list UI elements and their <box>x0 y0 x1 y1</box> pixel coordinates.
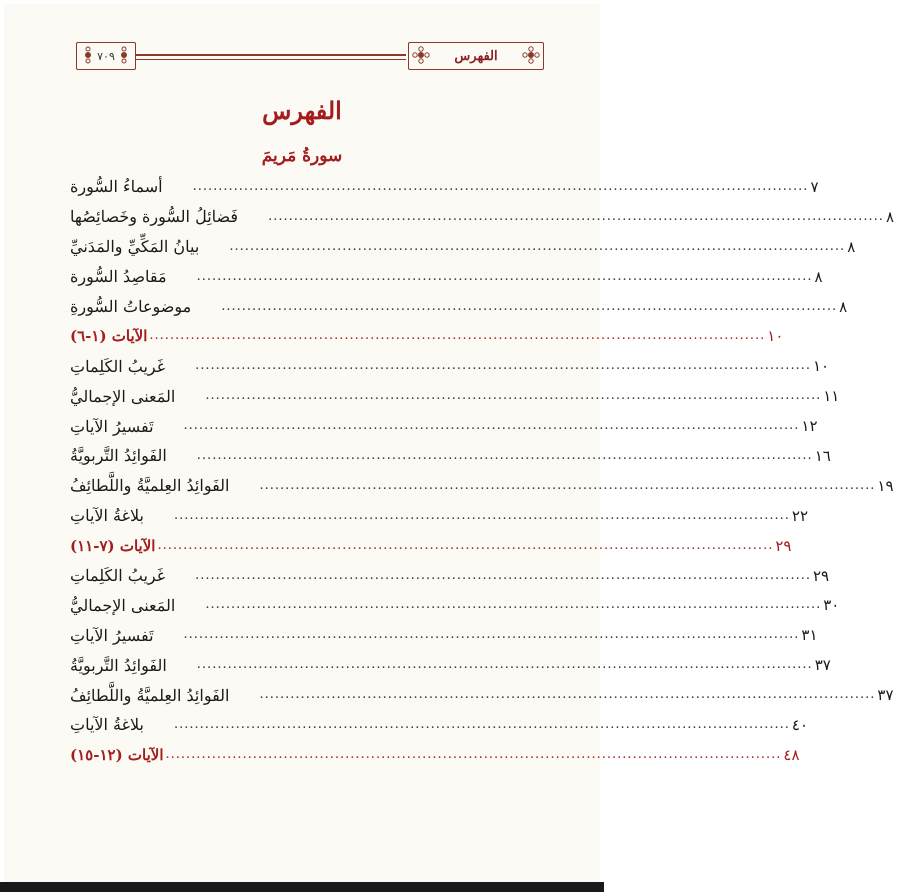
toc-entry-label: المَعنى الإجماليُّ <box>70 595 176 615</box>
toc-section-row[interactable] <box>70 531 792 561</box>
toc-page-number: ٨ <box>885 207 895 226</box>
toc-entry-row[interactable] <box>70 262 823 292</box>
header-rule <box>136 54 406 56</box>
dot-leader: ........................................................................................................................ <box>221 298 838 314</box>
toc-entry-row[interactable] <box>70 172 819 202</box>
floral-ornament-icon <box>78 45 98 65</box>
dot-leader: ........................................................................................................................ <box>196 447 813 463</box>
toc-page-number: ٨ <box>814 267 823 286</box>
dot-leader: ........................................................................................................................ <box>183 627 800 643</box>
toc-page-number: ١٠ <box>812 357 830 376</box>
page-number-cartouche <box>76 42 136 70</box>
toc-entry-label: أسماءُ السُّورة <box>70 177 163 197</box>
toc-entry-label: الآيات (٧-١١) <box>70 536 156 555</box>
page-header <box>76 40 546 72</box>
toc-entry-row[interactable] <box>70 441 831 471</box>
toc-entry-row[interactable] <box>70 561 830 591</box>
toc-entry-label: غَريبُ الكَلِماتِ <box>70 356 166 376</box>
toc-entry-row[interactable] <box>70 381 840 411</box>
toc-entry-row[interactable] <box>70 620 818 650</box>
header-rule-thin <box>136 59 406 60</box>
floral-ornament-icon <box>521 45 541 65</box>
dot-leader: ........................................................................................................................ <box>192 178 809 194</box>
toc-page-number: ١٩ <box>877 476 894 495</box>
index-title: الفهرس <box>262 96 342 125</box>
toc-page-number: ٧ <box>810 177 819 196</box>
toc-entry-label: الفَوائِدُ العِلميَّةُ واللَّطائِفُ <box>70 476 230 496</box>
dot-leader: ........................................................................................................................ <box>205 388 822 404</box>
toc-page-number: ٨ <box>847 237 856 256</box>
toc-entry-row[interactable] <box>70 650 831 680</box>
toc-page-number: ٣٠ <box>823 596 840 615</box>
dot-leader: ........................................................................................................................ <box>195 567 811 583</box>
toc-page-number: ١٢ <box>801 417 818 436</box>
toc-entry-label: الآيات (١-٦) <box>70 327 148 346</box>
toc-entry-label: بلاغةُ الآياتِ <box>70 715 144 735</box>
toc-page-number: ٤٠ <box>791 715 809 734</box>
toc-entry-label: تَفسيرُ الآياتِ <box>70 416 154 436</box>
dot-leader: ........................................................................................................................ <box>259 477 876 493</box>
toc-entry-row[interactable] <box>70 680 894 710</box>
toc-entry-label: بلاغةُ الآياتِ <box>70 506 144 526</box>
toc-entry-row[interactable] <box>70 710 809 740</box>
toc-entry-row[interactable] <box>70 471 894 501</box>
toc-page-number: ٣١ <box>801 626 818 645</box>
toc-entry-row[interactable] <box>70 232 856 262</box>
dot-leader: ........................................................................................................................ <box>205 597 822 613</box>
running-title: الفهرس <box>454 48 498 64</box>
dot-leader: ........................................................................................................................ <box>268 208 884 224</box>
toc-page-number: ٨ <box>839 297 848 316</box>
toc-page-number: ١١ <box>823 387 840 406</box>
toc-entry-row[interactable] <box>70 202 895 232</box>
dot-leader: ........................................................................................................................ <box>183 418 800 434</box>
surah-title: سورةُ مَريمَ <box>261 146 343 166</box>
toc-page-number: ٣٧ <box>877 686 894 705</box>
dot-leader: ........................................................................................................................ <box>165 746 782 762</box>
toc-entry-label: غَريبُ الكَلِماتِ <box>70 566 166 586</box>
toc-entry-row[interactable] <box>70 411 818 441</box>
toc-entry-label: الآيات (١٢-١٥) <box>70 745 164 764</box>
toc-entry-label: موضوعاتُ السُّورةِ <box>70 297 192 316</box>
toc-entry-label: الفَوائِدُ العِلميَّةُ واللَّطائِفُ <box>70 685 230 705</box>
dot-leader: ........................................................................................................................ <box>196 657 813 673</box>
toc-entry-label: الفَوائِدُ التَّربويَّةُ <box>70 655 167 675</box>
dot-leader: ........................................................................................................................ <box>195 358 811 374</box>
dot-leader: ........................................................................................................................ <box>259 687 876 703</box>
floral-ornament-icon <box>114 45 134 65</box>
toc-page-number: ٢٩ <box>812 566 830 585</box>
toc-entry-row[interactable] <box>70 351 830 381</box>
running-title-cartouche <box>408 42 544 70</box>
toc-entry-row[interactable] <box>70 292 848 322</box>
toc-section-row[interactable] <box>70 740 800 770</box>
dot-leader: ........................................................................................................................ <box>149 328 766 344</box>
toc-page-number: ١٦ <box>814 446 831 465</box>
toc-entry-label: مَقاصِدُ السُّورة <box>70 267 167 287</box>
dot-leader: ........................................................................................................................ <box>229 238 846 254</box>
toc-entry-label: الفَوائِدُ التَّربويَّةُ <box>70 446 167 466</box>
dot-leader: ........................................................................................................................ <box>174 507 790 523</box>
toc-section-row[interactable] <box>70 321 784 351</box>
dot-leader: ........................................................................................................................ <box>174 716 790 732</box>
toc-page-number: ٢٩ <box>775 536 792 555</box>
toc-page-number: ٤٨ <box>783 745 800 764</box>
toc-page-number: ٣٧ <box>814 656 831 675</box>
toc-entry-label: بيانُ المَكِّيِّ والمَدَنيِّ <box>70 237 200 257</box>
toc-entry-label: فَضائِلُ السُّورة وخَصائِصُها <box>70 207 239 227</box>
toc-entry-row[interactable] <box>70 590 840 620</box>
dot-leader: ........................................................................................................................ <box>196 268 813 284</box>
toc-entry-row[interactable] <box>70 501 809 531</box>
scan-edge <box>0 882 604 892</box>
toc-entry-label: تَفسيرُ الآياتِ <box>70 625 154 645</box>
toc-page-number: ٢٢ <box>791 506 809 525</box>
table-of-contents <box>70 172 895 770</box>
floral-ornament-icon <box>411 45 431 65</box>
toc-entry-label: المَعنى الإجماليُّ <box>70 386 176 406</box>
toc-page-number: ١٠ <box>767 327 784 346</box>
dot-leader: ........................................................................................................................ <box>157 537 774 553</box>
page-number: ٧٠٩ <box>97 49 115 63</box>
